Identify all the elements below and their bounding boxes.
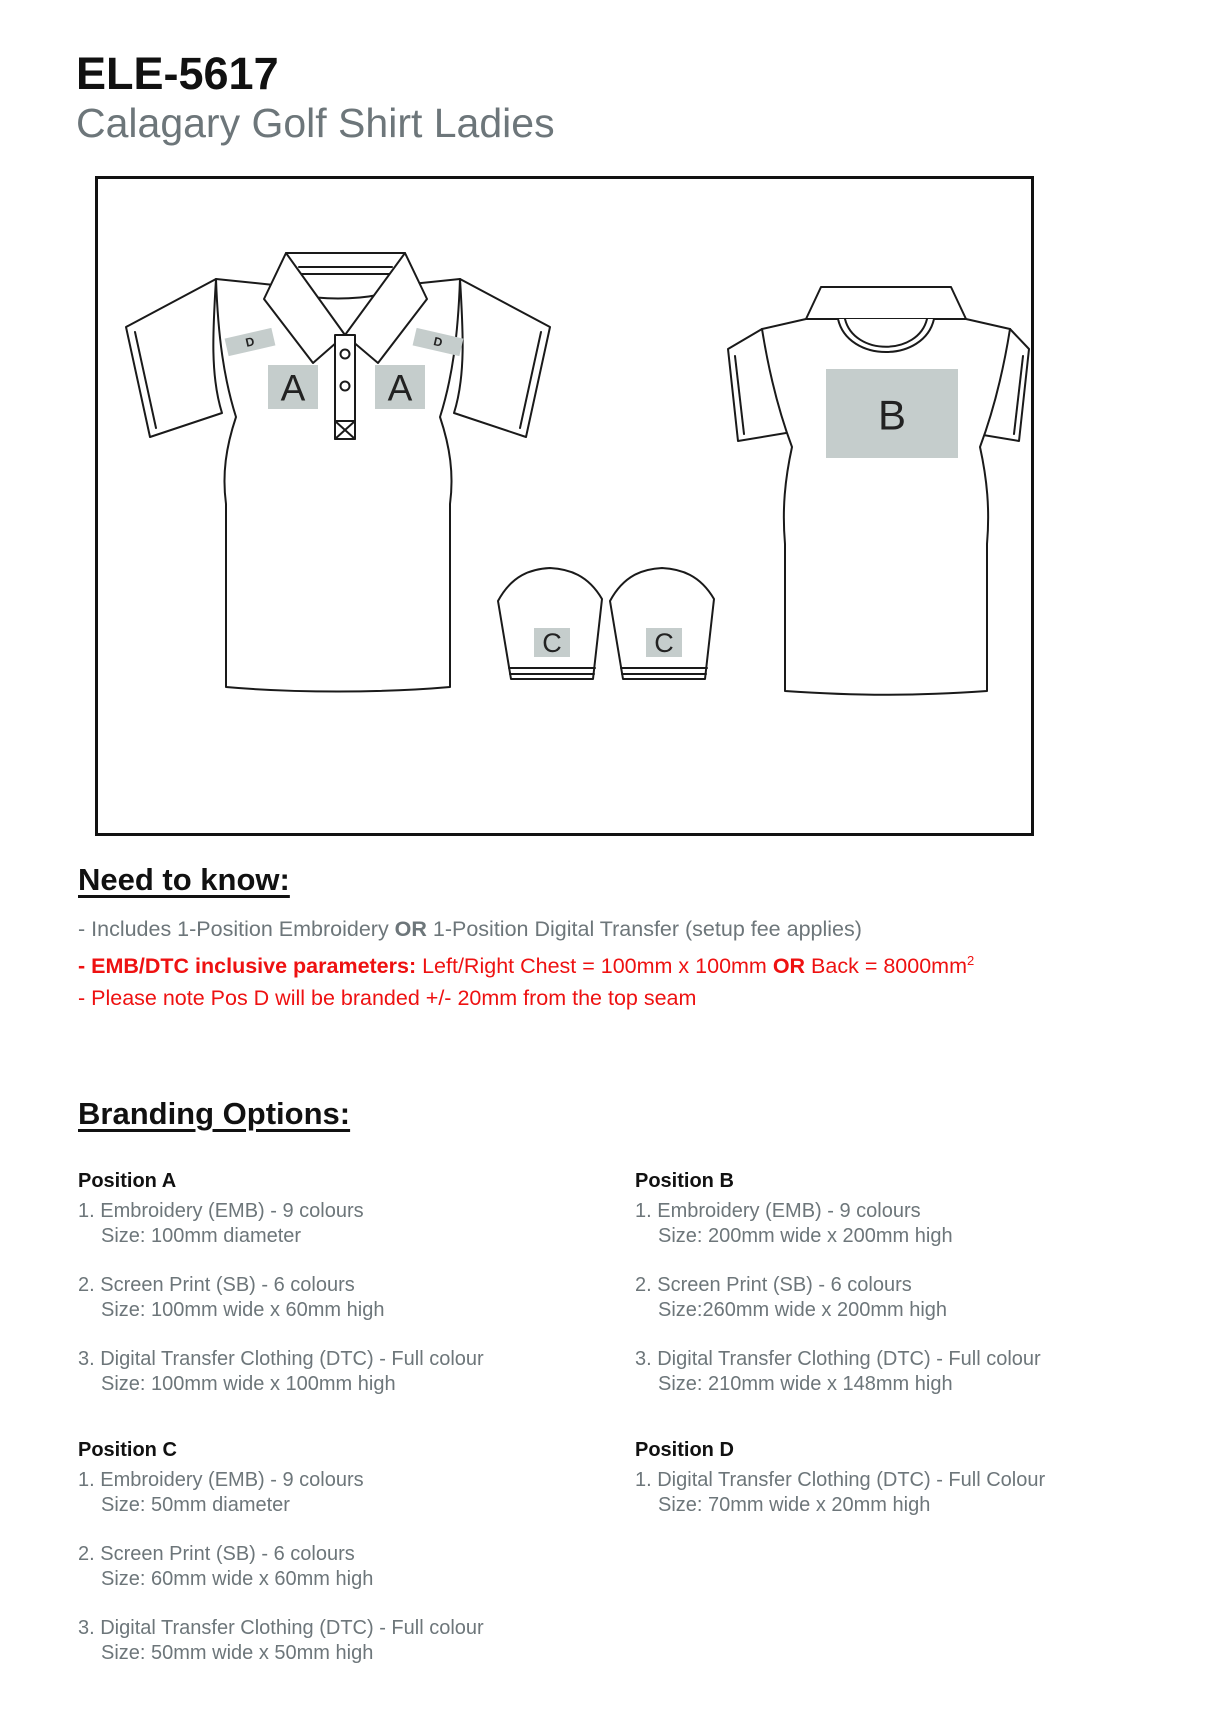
sleeve-piece-left — [498, 568, 602, 679]
item-size-line: Size: 70mm wide x 20mm high — [658, 1493, 931, 1516]
position-a-label-left: A — [280, 367, 306, 409]
position-b-block — [635, 1170, 1167, 1397]
ntk-line1-or: OR — [394, 917, 427, 942]
detached-sleeves — [498, 568, 714, 679]
item-size-line: Size: 50mm diameter — [101, 1493, 290, 1516]
branding-positions-grid — [78, 1170, 1227, 1666]
need-to-know-heading: Need to know: — [78, 862, 290, 898]
position-b-item-2 — [635, 1273, 1167, 1323]
branding-options-section — [0, 1096, 1227, 1666]
need-to-know-line-3: - Please note Pos D will be branded +/- 20mm from the top seam — [78, 985, 697, 1010]
item-line: 1. Digital Transfer Clothing (DTC) - Full Colour — [635, 1468, 1046, 1491]
branding-options-heading: Branding Options: — [78, 1095, 351, 1131]
garment-diagram-box — [95, 176, 1034, 836]
placket — [335, 335, 355, 421]
item-size-line: Size: 100mm wide x 60mm high — [101, 1298, 385, 1321]
position-b-title: Position B — [635, 1169, 734, 1192]
garment-diagram — [98, 179, 1031, 833]
position-c-item-2 — [78, 1542, 635, 1592]
position-a-label-right: A — [387, 367, 413, 409]
ntk-line1-pre: - Includes 1-Position Embroidery — [78, 917, 395, 942]
item-line: 3. Digital Transfer Clothing (DTC) - Full colour — [78, 1347, 484, 1370]
page-header — [0, 50, 1227, 146]
item-size-line: Size: 60mm wide x 60mm high — [101, 1567, 374, 1590]
item-line: 3. Digital Transfer Clothing (DTC) - Full colour — [78, 1616, 484, 1639]
item-line: 2. Screen Print (SB) - 6 colours — [635, 1273, 912, 1296]
ntk-line2-lead: - EMB/DTC inclusive parameters: — [78, 954, 417, 979]
position-c-item-3 — [78, 1616, 635, 1666]
position-a-item-2 — [78, 1273, 635, 1323]
item-size-line: Size: 210mm wide x 148mm high — [658, 1372, 953, 1395]
product-name: Calagary Golf Shirt Ladies — [76, 100, 555, 147]
position-c-title: Position C — [78, 1438, 177, 1461]
position-b-label: B — [877, 391, 907, 439]
back-collar — [806, 287, 966, 319]
need-to-know-section — [0, 862, 1227, 1013]
position-d-item-1 — [635, 1468, 1167, 1518]
sleeve-piece-right — [610, 568, 714, 679]
item-size-line: Size: 100mm diameter — [101, 1224, 302, 1247]
position-a-item-1 — [78, 1199, 635, 1249]
item-line: 2. Screen Print (SB) - 6 colours — [78, 1542, 355, 1565]
ntk-line2-or: OR — [772, 954, 806, 979]
item-size-line: Size: 50mm wide x 50mm high — [101, 1641, 374, 1664]
ntk-line2-post: Back = 8000mm — [805, 954, 967, 979]
back-shirt — [728, 287, 1029, 695]
item-size-line: Size: 100mm wide x 100mm high — [101, 1372, 396, 1395]
position-a-block — [78, 1170, 635, 1397]
position-d-label-right: D — [432, 334, 444, 351]
position-c-block — [78, 1439, 635, 1666]
position-b-item-1 — [635, 1199, 1167, 1249]
item-line: 3. Digital Transfer Clothing (DTC) - Full colour — [635, 1347, 1041, 1370]
position-b-item-3 — [635, 1347, 1167, 1397]
item-size-line: Size:260mm wide x 200mm high — [658, 1298, 948, 1321]
position-d-label-left: D — [244, 334, 256, 351]
position-c-label-right: C — [654, 628, 674, 659]
need-to-know-lines — [78, 914, 1227, 1013]
item-size-line: Size: 200mm wide x 200mm high — [658, 1224, 953, 1247]
ntk-line2-mid: Left/Right Chest = 100mm x 100mm — [416, 954, 773, 979]
front-neck-seam — [299, 267, 392, 274]
ntk-line2-superscript: 2 — [967, 953, 975, 969]
item-line: 1. Embroidery (EMB) - 9 colours — [78, 1199, 364, 1222]
position-a-title: Position A — [78, 1169, 177, 1192]
position-c-label-left: C — [542, 628, 562, 659]
button-bottom — [341, 382, 350, 391]
position-d-block — [635, 1439, 1167, 1666]
need-to-know-line-2 — [78, 945, 1227, 982]
item-line: 1. Embroidery (EMB) - 9 colours — [635, 1199, 921, 1222]
product-code: ELE-5617 — [76, 48, 279, 99]
need-to-know-line-1 — [78, 914, 1227, 945]
front-shirt — [126, 253, 550, 692]
item-line: 1. Embroidery (EMB) - 9 colours — [78, 1468, 364, 1491]
position-d-title: Position D — [635, 1438, 734, 1461]
button-top — [341, 350, 350, 359]
position-a-item-3 — [78, 1347, 635, 1397]
ntk-line1-post: 1-Position Digital Transfer (setup fee applies) — [426, 917, 862, 942]
item-line: 2. Screen Print (SB) - 6 colours — [78, 1273, 355, 1296]
position-c-item-1 — [78, 1468, 635, 1518]
